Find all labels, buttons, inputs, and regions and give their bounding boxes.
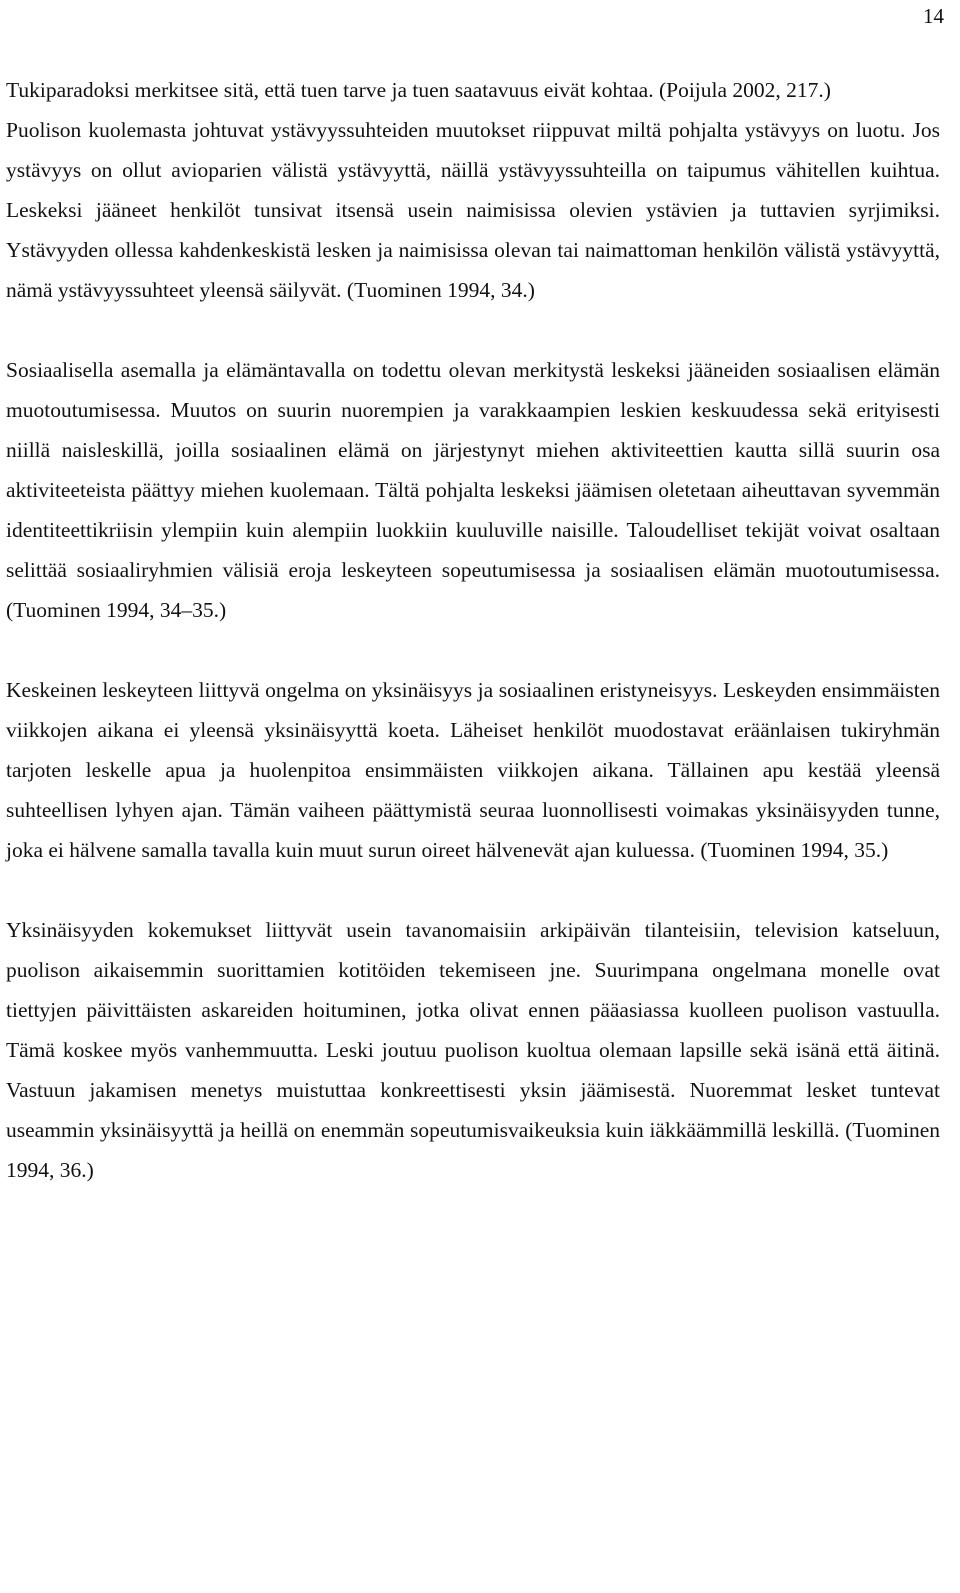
- paragraph-tukiparadoksi: Tukiparadoksi merkitsee sitä, että tuen tarve ja tuen saatavuus eivät kohtaa. (Poijula 2002, 217.): [6, 78, 831, 102]
- document-body: [6, 70, 940, 1190]
- paragraph-yksinaisyys: Keskeinen leskeyteen liittyvä ongelma on yksinäisyys ja sosiaalinen eristyneisyys. Leskeyden ensimmäisten viikkojen aikana ei yleensä yksinäisyyttä koeta. Läheiset henkilöt muodostavat eräänlaisen tukiryhmän tarjoten leskelle apua ja huolenpitoa ensimmäisten viikkojen aikana. Tällainen apu kestää yleensä suhteellisen lyhyen ajan. Tämän vaiheen päättymistä seuraa luonnollisesti voimakas yksinäisyyden tunne, joka ei hälvene samalla tavalla kuin muut surun oireet hälvenevät ajan kuluessa. (Tuominen 1994, 35.): [6, 678, 940, 862]
- paragraph-spacer: [6, 310, 940, 350]
- paragraph-spacer: [6, 870, 940, 910]
- paragraph-spacer: [6, 630, 940, 670]
- paragraph-yksinaisyyden-kokemukset: Yksinäisyyden kokemukset liittyvät usein tavanomaisiin arkipäivän tilanteisiin, television katseluun, puolison aikaisemmin suorittamien kotitöiden tekemiseen jne. Suurimpana ongelmana monelle ovat tiettyjen päivittäisten askareiden hoituminen, jotka olivat ennen pääasiassa kuolleen puolison vastuulla. Tämä koskee myös vanhemmuutta. Leski joutuu puolison kuoltua olemaan lapsille sekä isänä että äitinä. Vastuun jakamisen menetys muistuttaa konkreettisesti yksin jäämisestä. Nuoremmat lesket tuntevat useammin yksinäisyyttä ja heillä on enemmän sopeutumisvaikeuksia kuin iäkkäämmillä leskillä. (Tuominen 1994, 36.): [6, 918, 940, 1182]
- paragraph-sosiaalinen-asema: Sosiaalisella asemalla ja elämäntavalla on todettu olevan merkitystä leskeksi jääneiden sosiaalisen elämän muotoutumisessa. Muutos on suurin nuorempien ja varakkaampien leskien keskuudessa sekä erityisesti niillä naisleskillä, joilla sosiaalinen elämä on järjestynyt miehen aktiviteettien kautta sillä suurin osa aktiviteeteista päättyy miehen kuolemaan. Tältä pohjalta leskeksi jäämisen oletetaan aiheuttavan syvemmän identiteettikriisin ylempiin kuin alempiin luokkiin kuuluville naisille. Taloudelliset tekijät voivat osaltaan selittää sosiaaliryhmien välisiä eroja leskeyteen sopeutumisessa ja sosiaalisen elämän muotoutumisessa. (Tuominen 1994, 34–35.): [6, 358, 940, 622]
- page-number: 14: [923, 4, 944, 28]
- paragraph-ystavyyssuhteet: Puolison kuolemasta johtuvat ystävyyssuhteiden muutokset riippuvat miltä pohjalta ystävyys on luotu. Jos ystävyys on ollut avioparien välistä ystävyyttä, näillä ystävyyssuhteilla on taipumus vähitellen kuihtua. Leskeksi jääneet henkilöt tunsivat itsensä usein naimisissa olevien ystävien ja tuttavien syrjimiksi. Ystävyyden ollessa kahdenkeskistä lesken ja naimisissa olevan tai naimattoman henkilön välistä ystävyyttä, nämä ystävyyssuhteet yleensä säilyvät. (Tuominen 1994, 34.): [6, 118, 940, 302]
